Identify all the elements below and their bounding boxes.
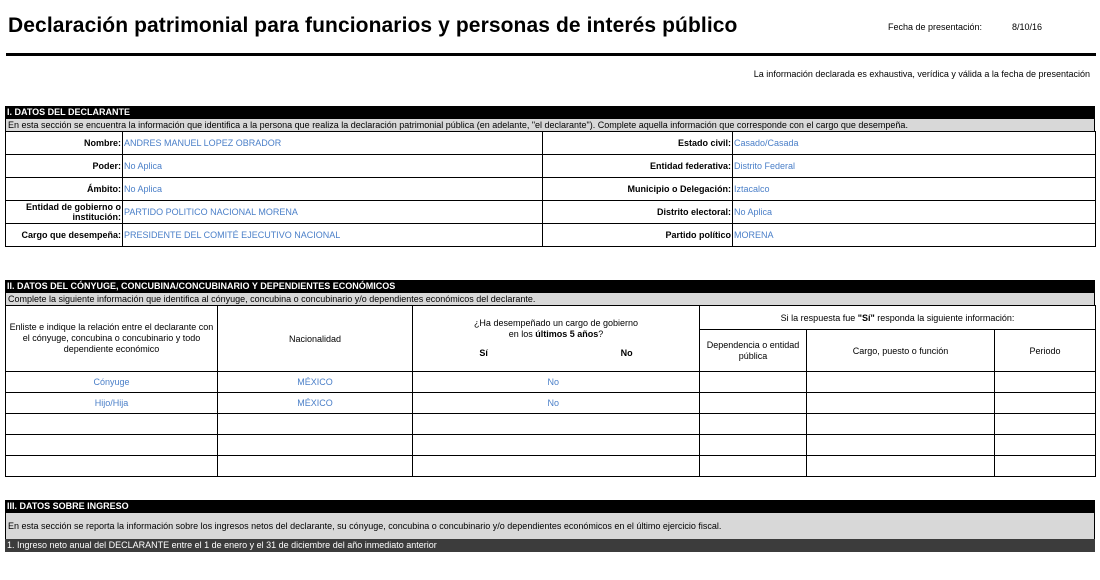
ambito-value[interactable]: No Aplica — [123, 178, 543, 201]
respuesta-cell[interactable] — [413, 435, 700, 456]
respuesta-cell[interactable]: No — [413, 393, 700, 414]
section-1-title: I. DATOS DEL DECLARANTE — [5, 106, 1095, 119]
table-row — [6, 155, 1096, 178]
table-row — [6, 414, 1096, 435]
nacionalidad-cell[interactable]: MÉXICO — [218, 372, 413, 393]
respuesta-cell[interactable]: No — [413, 372, 700, 393]
dependientes-table — [5, 305, 1096, 477]
relacion-cell[interactable]: Cónyuge — [6, 372, 218, 393]
relacion-cell[interactable] — [6, 456, 218, 477]
table-row — [6, 435, 1096, 456]
table-row — [6, 132, 1096, 155]
col-dependencia-header: Dependencia o entidad pública — [700, 330, 807, 372]
periodo-cell[interactable] — [995, 435, 1096, 456]
cargo-question-line1: ¿Ha desempeñado un cargo de gobierno — [473, 318, 639, 328]
table-row — [6, 456, 1096, 477]
ingreso-declarante-subheader: 1. Ingreso neto anual del DECLARANTE entre el 1 de enero y el 31 de diciembre del año inmediato anterior — [5, 539, 1095, 552]
entidad-federativa-value[interactable]: Distrito Federal — [733, 155, 1096, 178]
poder-label: Poder: — [6, 155, 123, 178]
entidad-gobierno-label: Entidad de gobierno o institución: — [6, 201, 123, 224]
section-datos-declarante — [5, 106, 1095, 247]
cargo-cell[interactable] — [807, 414, 995, 435]
fecha-value: 8/10/16 — [1012, 22, 1043, 32]
estado-civil-label: Estado civil: — [543, 132, 733, 155]
table-row — [6, 393, 1096, 414]
nombre-value[interactable]: ANDRES MANUEL LOPEZ OBRADOR — [123, 132, 543, 155]
table-row — [6, 201, 1096, 224]
dependencia-cell[interactable] — [700, 414, 807, 435]
si-respuesta-header: Si la respuesta fue "Sí" responda la siguiente información: — [700, 306, 1096, 330]
col-periodo-header: Periodo — [995, 330, 1096, 372]
nombre-label: Nombre: — [6, 132, 123, 155]
municipio-label: Municipio o Delegación: — [543, 178, 733, 201]
relacion-cell[interactable] — [6, 435, 218, 456]
municipio-value[interactable]: Iztacalco — [733, 178, 1096, 201]
section-2-title: II. DATOS DEL CÓNYUGE, CONCUBINA/CONCUBINARIO Y DEPENDIENTES ECONÓMICOS — [5, 280, 1095, 293]
page-title: Declaración patrimonial para funcionarios y personas de interés público — [8, 14, 738, 37]
si-label: Sí — [479, 348, 488, 358]
dependencia-cell[interactable] — [700, 372, 807, 393]
relacion-cell[interactable]: Hijo/Hija — [6, 393, 218, 414]
cargo-label: Cargo que desempeña: — [6, 224, 123, 247]
nacionalidad-cell[interactable] — [218, 456, 413, 477]
poder-value[interactable]: No Aplica — [123, 155, 543, 178]
col-cargo-gobierno-header — [413, 306, 700, 372]
table-row — [6, 178, 1096, 201]
cargo-value[interactable]: PRESIDENTE DEL COMITÉ EJECUTIVO NACIONAL — [123, 224, 543, 247]
table-row — [6, 372, 1096, 393]
partido-label: Partido político — [543, 224, 733, 247]
periodo-cell[interactable] — [995, 372, 1096, 393]
declaration-note: La información declarada es exhaustiva, verídica y válida a la fecha de presentación — [753, 69, 1090, 79]
col-relacion-header: Enliste e indique la relación entre el declarante con el cónyuge, concubina o concubinario y todo dependiente económico — [6, 306, 218, 372]
estado-civil-value[interactable]: Casado/Casada — [733, 132, 1096, 155]
col-nacionalidad-header: Nacionalidad — [218, 306, 413, 372]
title-rule — [6, 53, 1096, 56]
entidad-federativa-label: Entidad federativa: — [543, 155, 733, 178]
table-header-row — [6, 306, 1096, 330]
col-cargo-header: Cargo, puesto o función — [807, 330, 995, 372]
section-2-description: Complete la siguiente información que identifica al cónyuge, concubina o concubinario y/o dependientes económicos del declarante. — [5, 293, 1095, 305]
dependencia-cell[interactable] — [700, 435, 807, 456]
respuesta-cell[interactable] — [413, 456, 700, 477]
periodo-cell[interactable] — [995, 414, 1096, 435]
nacionalidad-cell[interactable] — [218, 435, 413, 456]
section-3-description: En esta sección se reporta la información sobre los ingresos netos del declarante, su cónyuge, concubina o concubinario y/o dependientes económicos en el último ejercicio fiscal. — [5, 513, 1095, 539]
dependencia-cell[interactable] — [700, 456, 807, 477]
cargo-cell[interactable] — [807, 435, 995, 456]
cargo-cell[interactable] — [807, 456, 995, 477]
cargo-cell[interactable] — [807, 393, 995, 414]
nacionalidad-cell[interactable] — [218, 414, 413, 435]
section-conyuge-dependientes — [5, 280, 1095, 477]
declarante-table — [5, 131, 1096, 247]
entidad-gobierno-value[interactable]: PARTIDO POLITICO NACIONAL MORENA — [123, 201, 543, 224]
ambito-label: Ámbito: — [6, 178, 123, 201]
si-no-labels — [413, 348, 699, 359]
distrito-electoral-value[interactable]: No Aplica — [733, 201, 1096, 224]
nacionalidad-cell[interactable]: MÉXICO — [218, 393, 413, 414]
section-datos-ingreso — [5, 500, 1095, 552]
relacion-cell[interactable] — [6, 414, 218, 435]
section-3-title: III. DATOS SOBRE INGRESO — [5, 500, 1095, 513]
periodo-cell[interactable] — [995, 456, 1096, 477]
periodo-cell[interactable] — [995, 393, 1096, 414]
section-1-description: En esta sección se encuentra la información que identifica a la persona que realiza la declaración patrimonial pública (en adelante, "el declarante"). Complete aquella información que corresponde con el cargo que desempeña. — [5, 119, 1095, 131]
cargo-question-line2: en los últimos 5 años? — [508, 329, 604, 339]
table-row — [6, 224, 1096, 247]
cargo-cell[interactable] — [807, 372, 995, 393]
respuesta-cell[interactable] — [413, 414, 700, 435]
fecha-label: Fecha de presentación: — [888, 22, 983, 32]
no-label: No — [620, 348, 633, 358]
dependencia-cell[interactable] — [700, 393, 807, 414]
partido-value[interactable]: MORENA — [733, 224, 1096, 247]
distrito-electoral-label: Distrito electoral: — [543, 201, 733, 224]
